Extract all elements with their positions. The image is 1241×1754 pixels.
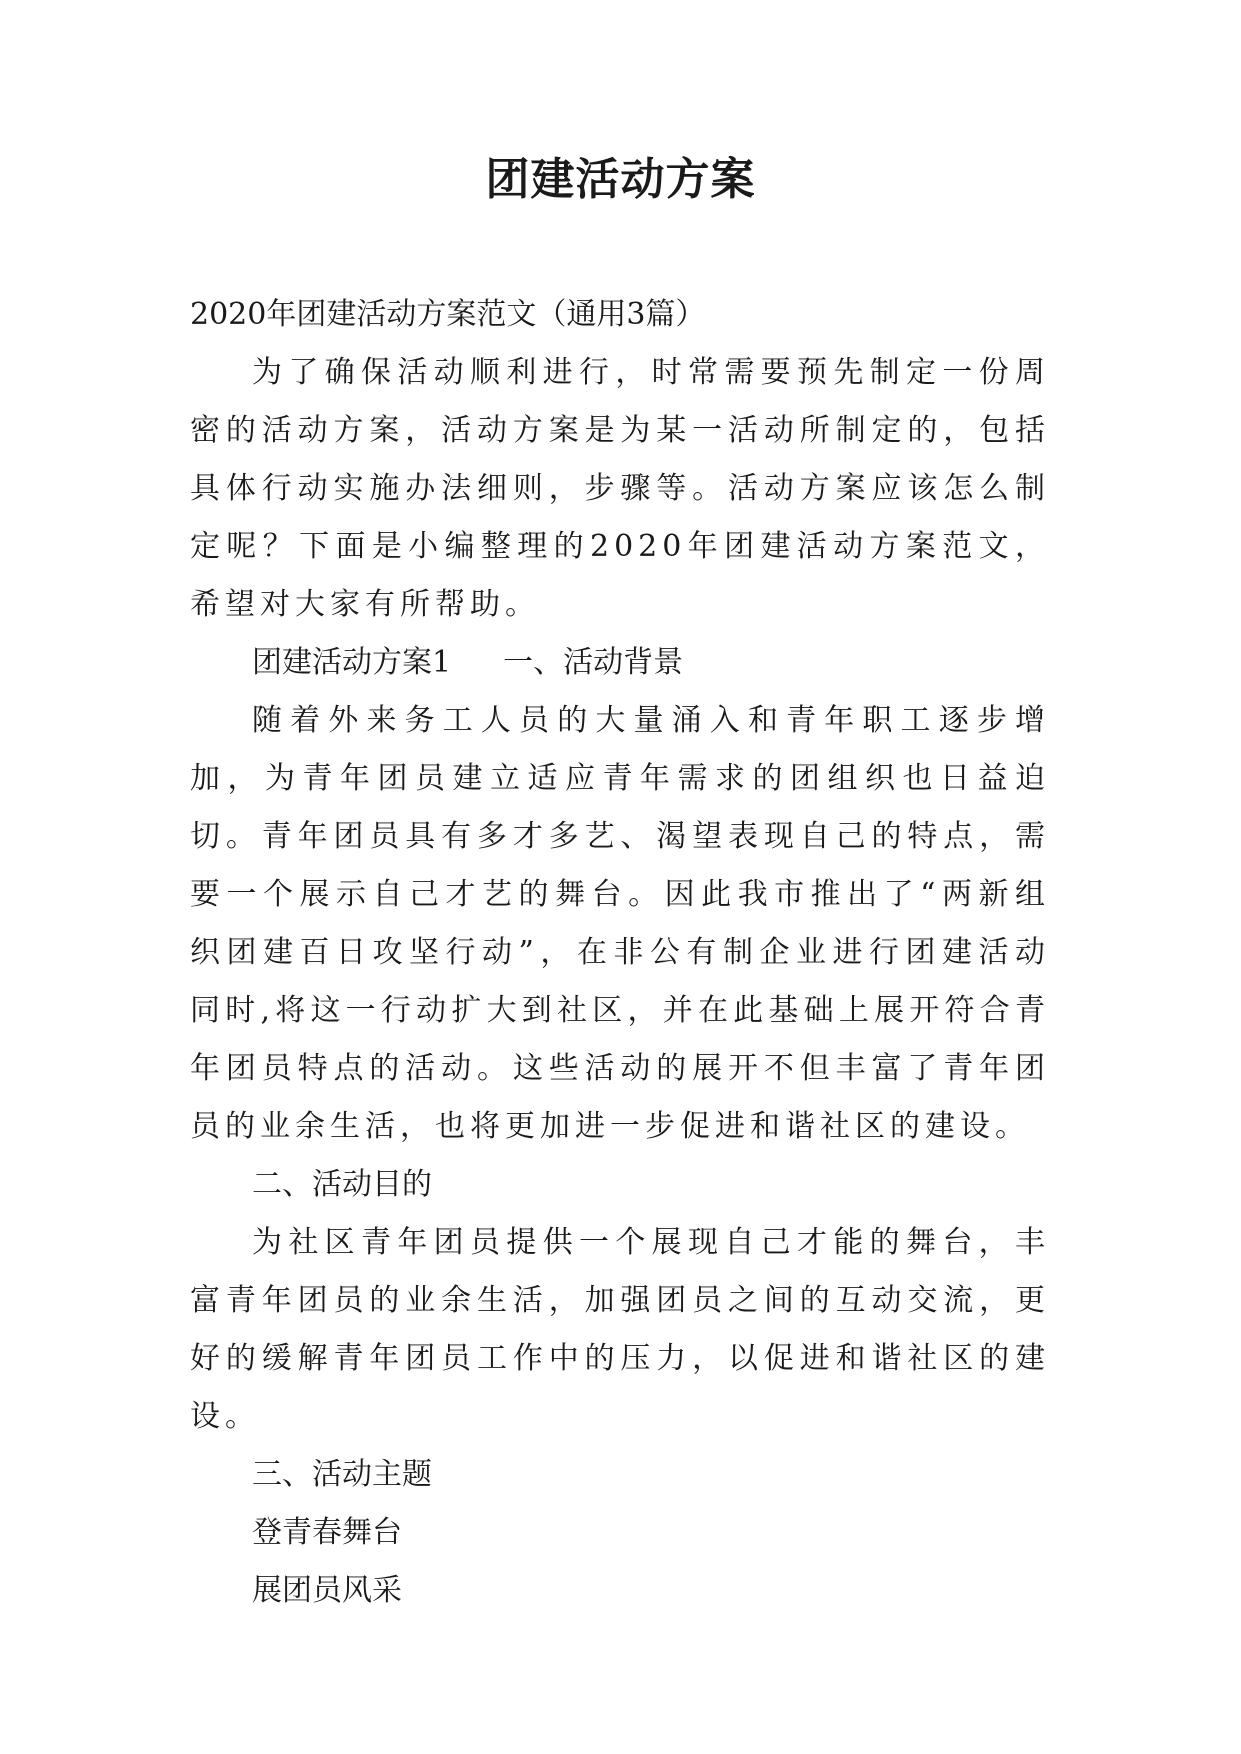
document-title: 团建活动方案 [485, 154, 756, 205]
section1-heading: 一、活动背景 [503, 645, 684, 680]
section1-paragraph: 随着外来务工人员的大量涌入和青年职工逐步增加，为青年团员建立适应青年需求的团组织也日益迫切。青年团员具有多才多艺、渴望表现自己的特点，需要一个展示自己才艺的舞台。因此我市推出了“两新组织团建百日攻坚行动”，在非公有制企业进行团建活动同时,将这一行动扩大到社区，并在此基础上展开符合青年团员特点的活动。这些活动的展开不但丰富了青年团员的业余生活，也将更加进一步促进和谐社区的建设。 [190, 703, 1050, 1144]
plan-heading-line [190, 634, 1050, 692]
section2-heading: 二、活动目的 [252, 1167, 432, 1202]
theme-line-1: 登青春舞台 [252, 1515, 402, 1550]
section2-paragraph: 为社区青年团员提供一个展现自己才能的舞台，丰富青年团员的业余生活，加强团员之间的互动交流，更好的缓解青年团员工作中的压力，以促进和谐社区的建设。 [190, 1225, 1050, 1434]
section3-heading: 三、活动主题 [252, 1457, 432, 1492]
document-subtitle: 2020年团建活动方案范文（通用3篇） [190, 297, 706, 332]
theme-line-2: 展团员风采 [252, 1573, 402, 1608]
intro-paragraph: 为了确保活动顺利进行，时常需要预先制定一份周密的活动方案，活动方案是为某一活动所制定的，包括具体行动实施办法细则，步骤等。活动方案应该怎么制定呢？下面是小编整理的2020年团建活动方案范文，希望对大家有所帮助。 [190, 355, 1050, 622]
document-body [190, 286, 1050, 1620]
plan-label: 团建活动方案1 [252, 645, 452, 680]
